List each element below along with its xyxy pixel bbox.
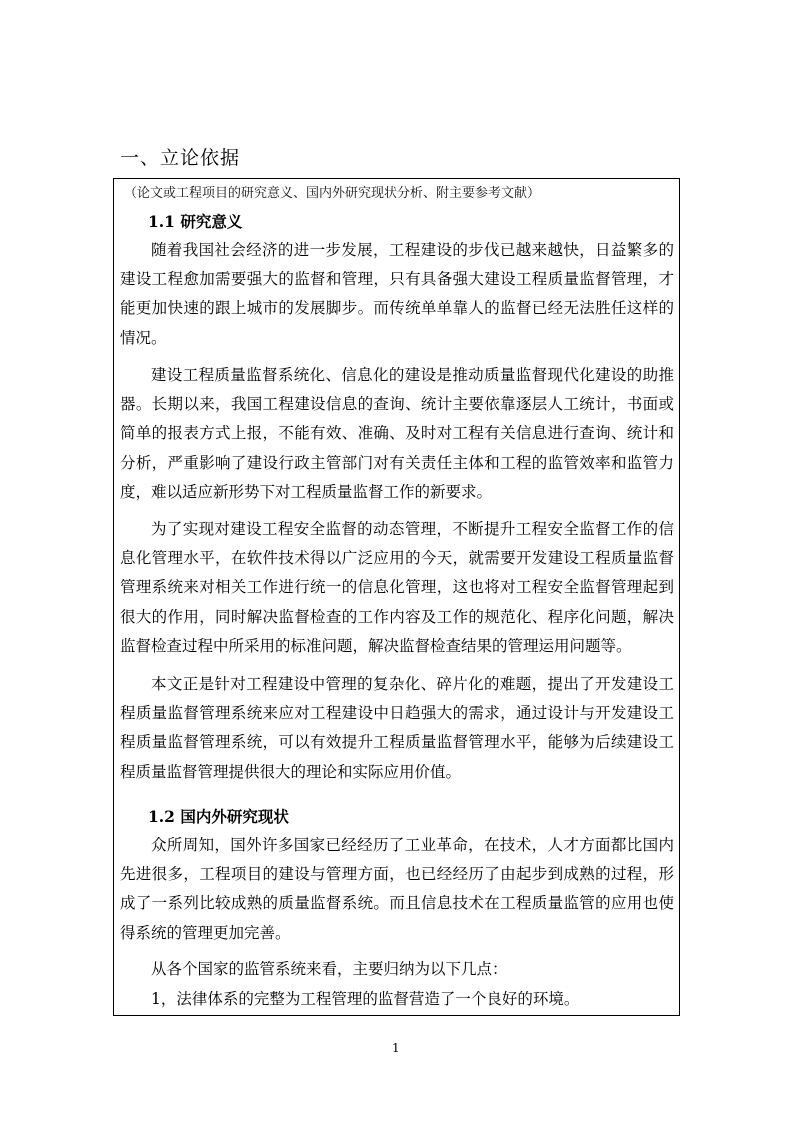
page-number: 1 — [392, 1041, 400, 1055]
paragraph: 从各个国家的监管系统来看，主要归纳为以下几点： — [151, 960, 508, 978]
paragraph: 众所周知，国外许多国家已经经历了工业革命，在技术，人才方面都比国内先进很多，工程项目的建设与管理方面，也已经经历了由起步到成熟的过程，形成了一系列比较成熟的质量监督系统。而且信息技术在工程质量监管的应用也使得系统的管理更加完善。 — [120, 836, 674, 942]
heading-research-significance: 1.1 研究意义 — [148, 212, 243, 231]
paragraph: 建设工程质量监督系统化、信息化的建设是推动质量监督现代化建设的助推器。长期以来，我国工程建设信息的查询、统计主要依靠逐层人工统计，书面或简单的报表方式上报，不能有效、准确、及时对工程有关信息进行查询、统计和分析，严重影响了建设行政主管部门对有关责任主体和工程的监管效率和监管力度，难以适应新形势下对工程质量监督工作的新要求。 — [120, 366, 674, 501]
frame-note: （论文或工程项目的研究意义、国内外研究现状分析、附主要参考文献） — [124, 186, 541, 201]
heading-research-status: 1.2 国内外研究现状 — [148, 807, 289, 826]
paragraph: 随着我国社会经济的进一步发展，工程建设的步伐已越来越快，日益繁多的建设工程愈加需要强大的监督和管理，只有具备强大建设工程质量监督管理，才能更加快速的跟上城市的发展脚步。而传统单单靠人的监督已经无法胜任这样的情况。 — [120, 241, 674, 347]
section-title: 一、立论依据 — [120, 147, 241, 169]
paragraph: 1，法律体系的完整为工程管理的监督营造了一个良好的环境。 — [151, 990, 580, 1008]
paragraph: 为了实现对建设工程安全监督的动态管理，不断提升工程安全监督工作的信息化管理水平，在软件技术得以广泛应用的今天，就需要开发建设工程质量监督管理系统来对相关工作进行统一的信息化管理，这也将对工程安全监督管理起到很大的作用，同时解决监督检查的工作内容及工作的规范化、程序化问题，解决监督检查过程中所采用的标准问题，解决监督检查结果的管理运用问题等。 — [120, 520, 674, 655]
content-frame — [113, 178, 680, 1016]
paragraph: 本文正是针对工程建设中管理的复杂化、碎片化的难题，提出了开发建设工程质量监督管理系统来应对工程建设中日趋强大的需求，通过设计与开发建设工程质量监督管理系统，可以有效提升工程质量监督管理水平，能够为后续建设工程质量监督管理提供很大的理论和实际应用价值。 — [120, 675, 674, 781]
